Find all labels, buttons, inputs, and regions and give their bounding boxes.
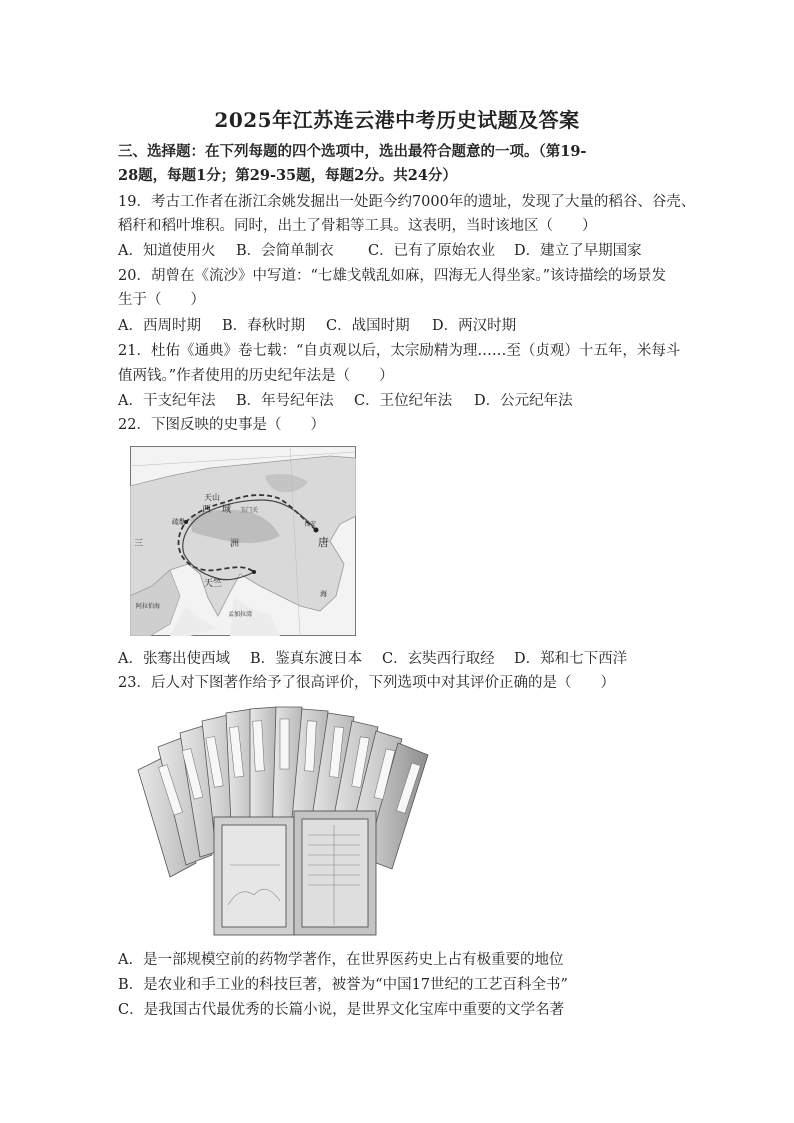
q20-stem-line-2: 生于（ ） <box>118 292 205 308</box>
q21-option-a[interactable]: A．干支纪年法 <box>118 393 216 409</box>
map-label: 域 <box>222 505 232 515</box>
q23-option-b[interactable]: B．是农业和手工业的科技巨著，被誉为“中国17世纪的工艺百科全书” <box>118 977 568 993</box>
map-label: 玉门关 <box>240 507 259 514</box>
q19-option-b[interactable]: B．会简单制衣 <box>236 243 334 259</box>
q21-option-b[interactable]: B．年号纪年法 <box>236 393 334 409</box>
map-label: 孟加拉湾 <box>228 611 253 618</box>
q19-option-d[interactable]: D．建立了早期国家 <box>514 243 642 259</box>
section-instruction-line-1: 三、选择题：在下列每题的四个选项中，选出最符合题意的一项。（第19- <box>118 143 587 160</box>
q19-options <box>118 241 642 261</box>
ancient-book-photo <box>130 705 460 940</box>
q20-option-c[interactable]: C．战国时期 <box>326 318 410 334</box>
map-label: 天山 <box>204 493 220 502</box>
q22-option-d[interactable]: D．郑和七下西洋 <box>514 651 628 667</box>
q22-stem: 22．下图反映的史事是（ ） <box>118 417 325 433</box>
q19-option-a[interactable]: A．知道使用火 <box>118 243 216 259</box>
q23-stem: 23．后人对下图著作给予了很高评价，下列选项中对其评价正确的是（ ） <box>118 675 615 691</box>
q21-stem-line-1: 21．杜佑《通典》卷七载：“自贞观以后，太宗励精为理……至（贞观）十五年，米每斗 <box>118 343 681 359</box>
q22-option-c[interactable]: C．玄奘西行取经 <box>382 651 495 667</box>
q19-stem-line-2: 稻秆和稻叶堆积。同时，出土了骨耜等工具。这表明，当时该地区（ ） <box>118 218 597 234</box>
page-title: 2025年江苏连云港中考历史试题及答案 <box>214 108 580 132</box>
q21-stem-line-2: 值两钱。”作者使用的历史纪年法是（ ） <box>118 368 394 384</box>
svg-text:三: 三 <box>134 539 144 549</box>
q20-option-b[interactable]: B．春秋时期 <box>222 318 306 334</box>
q20-option-d[interactable]: D．两汉时期 <box>432 318 517 334</box>
map-label: 唐 <box>318 536 329 549</box>
q21-option-d[interactable]: D．公元纪年法 <box>474 393 573 409</box>
map-label: 长安 <box>304 521 317 528</box>
q23-option-c[interactable]: C．是我国古代最优秀的长篇小说，是世界文化宝库中重要的文学名著 <box>118 1002 565 1018</box>
map-label: 西 <box>202 505 212 515</box>
q22-options <box>118 649 627 669</box>
map-label: 洲 <box>230 539 240 549</box>
q20-option-a[interactable]: A．西周时期 <box>118 318 201 334</box>
map-label: 阿拉伯海 <box>136 603 161 610</box>
q19-stem-line-1: 19．考古工作者在浙江余姚发掘出一处距今约7000年的遗址，发现了大量的稻谷、谷壳、 <box>118 194 696 210</box>
q22-option-b[interactable]: B．鉴真东渡日本 <box>250 651 363 667</box>
section-instruction-line-2: 28题，每题1分；第29-35题，每题2分。共24分） <box>118 167 457 184</box>
xuanzang-route-map <box>130 446 356 636</box>
book-graphic <box>130 705 460 940</box>
map-label: 疏勒 <box>172 518 186 526</box>
q21-option-c[interactable]: C．王位纪年法 <box>354 393 453 409</box>
q19-option-c[interactable]: C．已有了原始农业 <box>368 243 496 259</box>
q21-options <box>118 391 573 411</box>
q20-stem-line-1: 20．胡曾在《流沙》中写道：“七雄戈戟乱如麻，四海无人得坐家。”该诗描绘的场景发 <box>118 268 667 284</box>
map-label: 天竺 <box>204 579 223 589</box>
q22-option-a[interactable]: A．张骞出使西域 <box>118 651 230 667</box>
map-label: 海 <box>320 590 327 598</box>
q20-options <box>118 316 516 336</box>
map-graphic <box>130 446 356 636</box>
q23-option-a[interactable]: A．是一部规模空前的药物学著作，在世界医药史上占有极重要的地位 <box>118 952 564 968</box>
